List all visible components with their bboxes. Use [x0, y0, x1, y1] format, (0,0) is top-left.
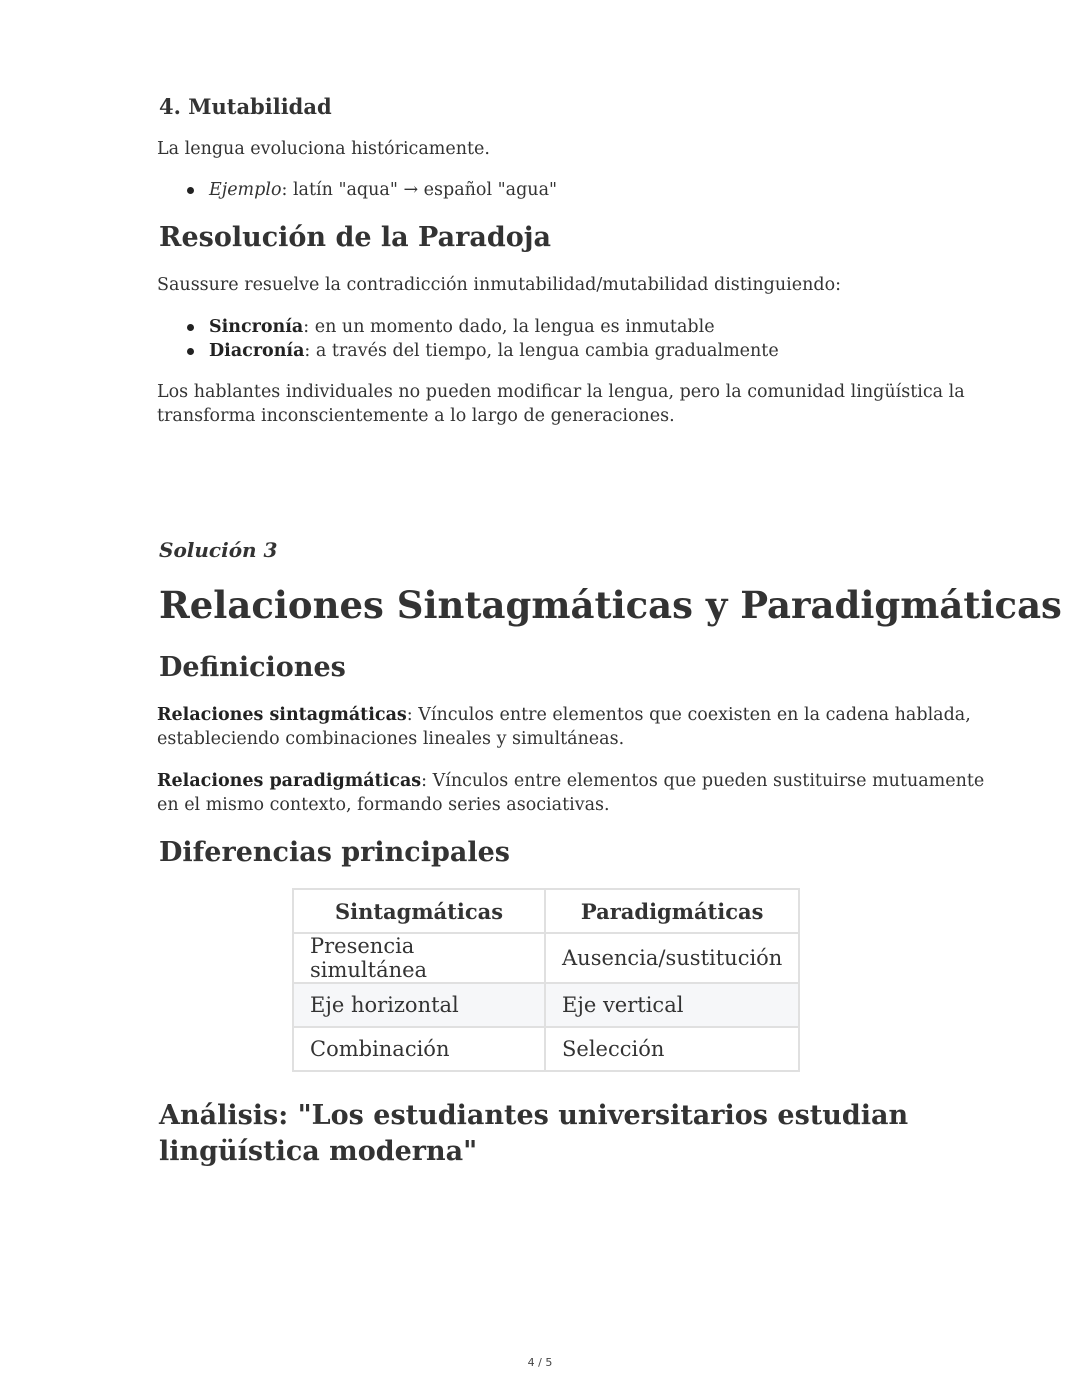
table-header-row	[293, 889, 799, 933]
paradigmatic-line-2: en el mismo contexto, formando series asociativas.	[157, 795, 610, 815]
term-diachrony: Diacronía	[209, 341, 305, 361]
analysis-heading-line-1: Análisis: "Los estudiantes universitarios estudian	[159, 1100, 909, 1131]
solution-kicker: Solución 3	[159, 538, 278, 562]
syntagmatic-term: Relaciones sintagmáticas	[157, 705, 407, 725]
section-heading-analysis	[159, 1098, 908, 1170]
section-heading-paradox: Resolución de la Paradoja	[159, 222, 552, 253]
paradox-conclusion-line-1: Los hablantes individuales no pueden modificar la lengua, pero la comunidad lingüística la	[157, 382, 965, 402]
differences-table	[292, 888, 800, 1072]
bullet-icon	[187, 187, 194, 194]
column-header-paradigmatic: Paradigmáticas	[545, 889, 799, 933]
syntagmatic-line-2: estableciendo combinaciones lineales y simultáneas.	[157, 729, 625, 749]
table-cell: Combinación	[293, 1027, 545, 1071]
paradigmatic-term: Relaciones paradigmáticas	[157, 771, 422, 791]
table-row	[293, 933, 799, 983]
term-synchrony: Sincronía	[209, 317, 304, 337]
table-cell: Ausencia/sustitución	[545, 933, 799, 983]
table-row	[293, 983, 799, 1027]
paradigmatic-line-1: : Vínculos entre elementos que pueden sustituirse mutuamente	[421, 771, 985, 791]
example-text: : latín "aqua" → español "agua"	[281, 180, 558, 200]
table-row	[293, 1027, 799, 1071]
list-item	[187, 315, 779, 339]
definition-syntagmatic	[157, 703, 971, 751]
section-heading-differences: Diferencias principales	[159, 837, 510, 868]
paradox-intro: Saussure resuelve la contradicción inmutabilidad/mutabilidad distinguiendo:	[157, 275, 842, 295]
term-diachrony-text: : a través del tiempo, la lengua cambia gradualmente	[304, 341, 779, 361]
paradox-conclusion-line-2: transforma inconscientemente a lo largo de generaciones.	[157, 406, 675, 426]
section-heading-definitions: Definiciones	[159, 652, 346, 683]
example-label: Ejemplo	[209, 180, 282, 200]
section-heading-mutability: 4. Mutabilidad	[159, 94, 332, 119]
table-cell: Eje horizontal	[293, 983, 545, 1027]
page-title: Relaciones Sintagmáticas y Paradigmáticas	[159, 583, 1062, 627]
syntagmatic-line-1: : Vínculos entre elementos que coexisten en la cadena hablada,	[406, 705, 971, 725]
table-cell: Eje vertical	[545, 983, 799, 1027]
list-item	[187, 339, 779, 363]
bullet-icon	[187, 348, 194, 355]
mutability-text: La lengua evoluciona históricamente.	[157, 139, 490, 159]
table-cell: Presencia simultánea	[293, 933, 545, 983]
paradox-conclusion	[157, 380, 965, 428]
definition-paradigmatic	[157, 769, 984, 817]
page-number: 4 / 5	[527, 1356, 553, 1369]
column-header-syntagmatic: Sintagmáticas	[293, 889, 545, 933]
bullet-icon	[187, 324, 194, 331]
term-synchrony-text: : en un momento dado, la lengua es inmutable	[303, 317, 715, 337]
paradox-list	[187, 315, 779, 363]
list-item	[187, 178, 557, 202]
analysis-heading-line-2: lingüística moderna"	[159, 1136, 478, 1167]
table-cell: Selección	[545, 1027, 799, 1071]
mutability-example-list	[187, 178, 557, 202]
